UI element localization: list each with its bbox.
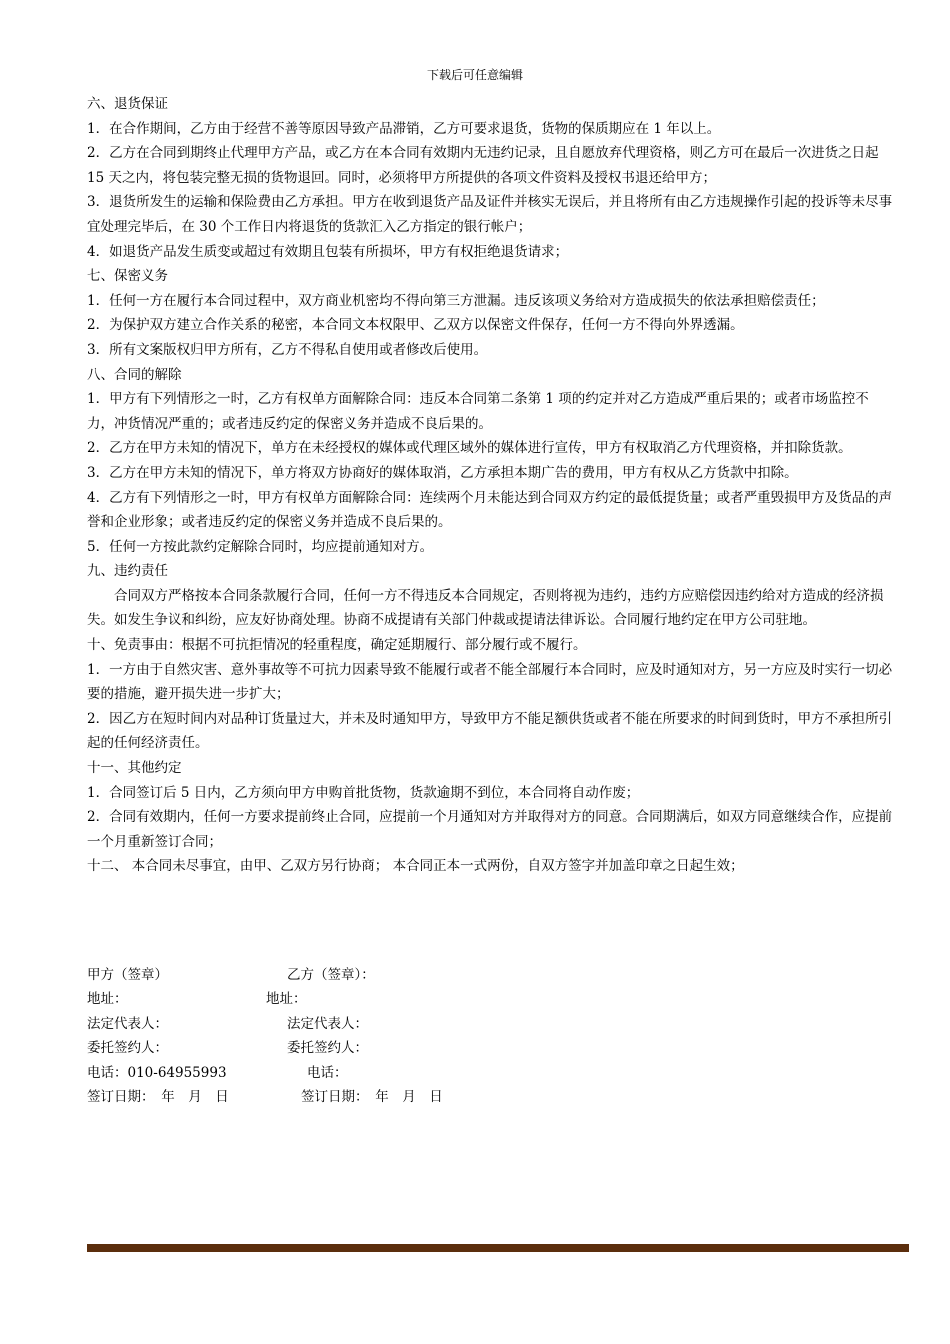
section-heading-exemption: 十、免责事由：根据不可抗拒情况的轻重程度，确定延期履行、部分履行或不履行。 bbox=[87, 637, 587, 654]
signature-row bbox=[87, 1036, 687, 1060]
footer-divider-bar bbox=[87, 1244, 909, 1252]
clause-other-1: 1．合同签订后 5 日内，乙方须向甲方申购首批货物，货款逾期不到位，本合同将自动作废； bbox=[87, 784, 640, 801]
party-a-legal-rep-label: 法定代表人： bbox=[87, 1015, 168, 1032]
party-a-phone: 电话：010-64955993 bbox=[87, 1064, 227, 1081]
party-a-agent-label: 委托签约人： bbox=[87, 1040, 168, 1057]
clause-confidentiality-3: 3．所有文案版权归甲方所有，乙方不得私自使用或者修改后使用。 bbox=[87, 341, 488, 358]
clause-termination-3: 3．乙方在甲方未知的情况下，单方将双方协商好的媒体取消，乙方承担本期广告的费用，甲方有权从乙方货款中扣除。 bbox=[87, 464, 798, 481]
party-b-phone-label: 电话： bbox=[307, 1064, 348, 1081]
clause-exemption-2: 2．因乙方在短时间内对品种订货量过大，并未及时通知甲方，导致甲方不能足额供货或者不能在所要求的时间到货时，甲方不承担所引起的任何经济责任。 bbox=[87, 710, 893, 752]
signature-row bbox=[87, 1012, 687, 1036]
clause-termination-2: 2．乙方在甲方未知的情况下，单方在未经授权的媒体或代理区域外的媒体进行宣传，甲方有权取消乙方代理资格，并扣除货款。 bbox=[87, 440, 852, 457]
clause-return-2: 2．乙方在合同到期终止代理甲方产品，或乙方在本合同有效期内无违约记录，且自愿放弃代理资格，则乙方可在最后一次进货之日起 15 天之内，将包装完整无损的货物退回。同时，必须将甲方所提供的各项文件资料及授权书退还给甲方； bbox=[87, 145, 879, 186]
party-b-address-label: 地址： bbox=[266, 991, 307, 1008]
clause-termination-1: 1．甲方有下列情形之一时，乙方有权单方面解除合同：违反本合同第二条第 1 项的约定并对乙方造成严重后果的；或者市场监控不力，冲货情况严重的；或者违反约定的保密义务并造成不良后果的。 bbox=[87, 391, 869, 432]
section-heading-return: 六、退货保证 bbox=[87, 96, 168, 112]
party-b-date-label: 签订日期： 年 月 日 bbox=[301, 1088, 443, 1105]
party-b-seal-label: 乙方（签章）： bbox=[287, 967, 375, 983]
party-a-date-label: 签订日期： 年 月 日 bbox=[87, 1088, 229, 1105]
clause-final: 十二、 本合同未尽事宜，由甲、乙双方另行协商； 本合同正本一式两份，自双方签字并加盖印章之日起生效； bbox=[87, 858, 744, 875]
clause-termination-5: 5．任何一方按此款约定解除合同时，均应提前通知对方。 bbox=[87, 538, 434, 555]
section-heading-other: 十一、其他约定 bbox=[87, 760, 182, 777]
signature-row bbox=[87, 987, 687, 1011]
party-b-agent-label: 委托签约人： bbox=[287, 1040, 368, 1057]
clause-termination-4: 4．乙方有下列情形之一时，甲方有权单方面解除合同：连续两个月未能达到合同双方约定的最低提货量；或者严重毁损甲方及货品的声誉和企业形象；或者违反约定的保密义务并造成不良后果的。 bbox=[87, 489, 893, 531]
clause-other-2: 2．合同有效期内，任何一方要求提前终止合同，应提前一个月通知对方并取得对方的同意。合同期满后，如双方同意继续合作，应提前一个月重新签订合同； bbox=[87, 809, 893, 850]
clause-liability: 合同双方严格按本合同条款履行合同，任何一方不得违反本合同规定，否则将视为违约，违约方应赔偿因违约给对方造成的经济损失。如发生争议和纠纷，应友好协商处理。协商不成提请有关部门仲裁或提请法律诉讼。合同履行地约定在甲方公司驻地。 bbox=[87, 587, 884, 629]
clause-return-4: 4．如退货产品发生质变或超过有效期且包装有所损坏，甲方有权拒绝退货请求； bbox=[87, 243, 569, 260]
clause-exemption-1: 1．一方由于自然灾害、意外事故等不可抗力因素导致不能履行或者不能全部履行本合同时，应及时通知对方，另一方应及时实行一切必要的措施，避开损失进一步扩大； bbox=[87, 661, 893, 703]
signature-row bbox=[87, 963, 687, 987]
clause-return-1: 1．在合作期间，乙方由于经营不善等原因导致产品滞销，乙方可要求退货，货物的保质期应在 1 年以上。 bbox=[87, 120, 721, 137]
party-a-address-label: 地址： bbox=[87, 991, 128, 1008]
party-a-seal-label: 甲方（签章） bbox=[87, 967, 168, 983]
page-header: 下载后可任意编辑 bbox=[426, 68, 523, 82]
section-heading-termination: 八、合同的解除 bbox=[87, 366, 182, 383]
section-heading-confidentiality: 七、保密义务 bbox=[87, 268, 168, 285]
clause-return-3: 3．退货所发生的运输和保险费由乙方承担。甲方在收到退货产品及证件并核实无误后，并且将所有由乙方违规操作引起的投诉等未尽事宜处理完毕后，在 30 个工作日内将退货的货款汇入乙方指定的银行帐户； bbox=[87, 194, 893, 235]
clause-confidentiality-1: 1．任何一方在履行本合同过程中，双方商业机密均不得向第三方泄漏。违反该项义务给对方造成损失的依法承担赔偿责任； bbox=[87, 292, 825, 309]
signature-block bbox=[87, 963, 687, 1109]
signature-row bbox=[87, 1061, 687, 1085]
party-b-legal-rep-label: 法定代表人： bbox=[287, 1015, 368, 1032]
signature-row bbox=[87, 1085, 687, 1109]
clause-confidentiality-2: 2．为保护双方建立合作关系的秘密，本合同文本权限甲、乙双方以保密文件保存，任何一方不得向外界透漏。 bbox=[87, 317, 744, 334]
section-heading-liability: 九、违约责任 bbox=[87, 563, 168, 580]
contract-body bbox=[87, 92, 895, 879]
